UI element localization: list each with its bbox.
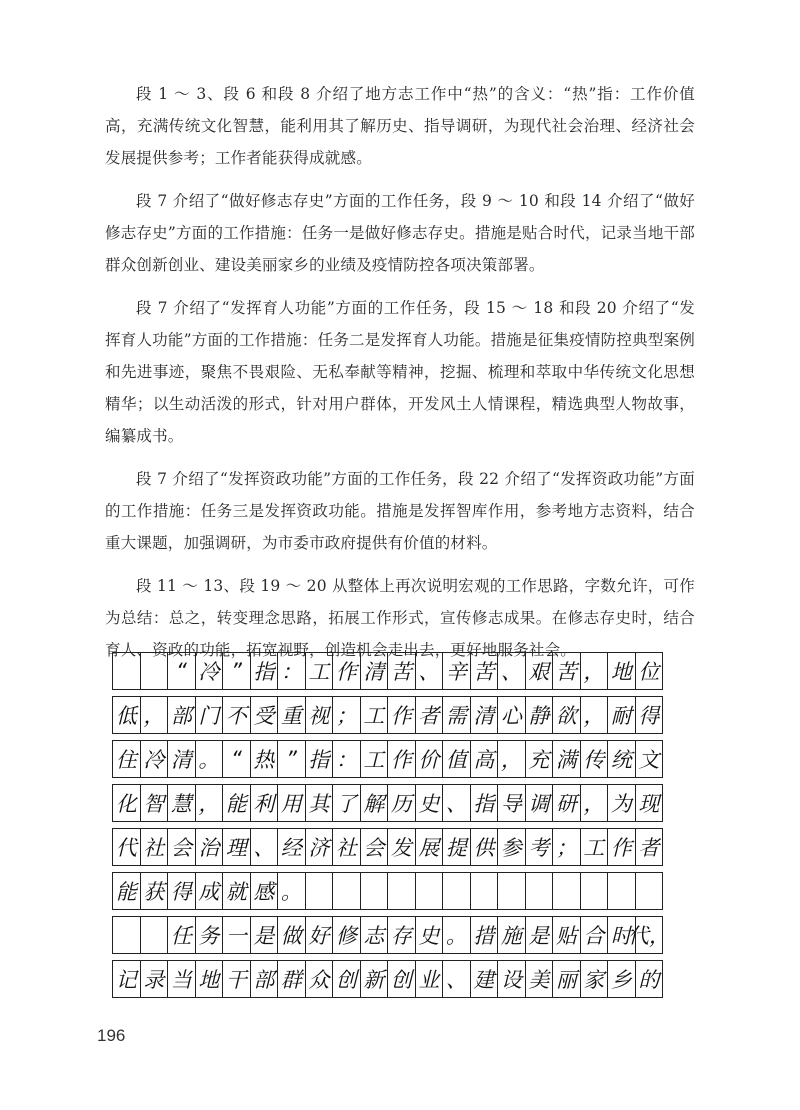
grid-cell — [305, 872, 334, 910]
grid-cell: ， — [497, 740, 526, 778]
grid-cell: 一 — [222, 916, 251, 954]
grid-cell: 工 — [360, 696, 389, 734]
grid-cell: 艰 — [525, 652, 554, 690]
grid-cell: 化 — [112, 784, 141, 822]
grid-cell: 住 — [112, 740, 141, 778]
grid-cell: 理 — [222, 828, 251, 866]
grid-cell: 、 — [442, 784, 471, 822]
grid-cell: 施 — [497, 916, 526, 954]
grid-cell: 史 — [415, 916, 444, 954]
grid-cell: ， — [580, 784, 609, 822]
grid-cell: 做 — [277, 916, 306, 954]
grid-cell: 会 — [167, 828, 196, 866]
grid-cell — [140, 916, 169, 954]
grid-cell: 创 — [332, 960, 361, 998]
grid-cell: 苦 — [552, 652, 581, 690]
grid-cell: ” — [222, 652, 251, 690]
grid-cell: 任 — [167, 916, 196, 954]
grid-cell — [387, 872, 416, 910]
grid-cell: “ — [222, 740, 251, 778]
grid-cell: 苦 — [387, 652, 416, 690]
grid-cell: ； — [552, 828, 581, 866]
grid-cell: 苦 — [470, 652, 499, 690]
grid-cell — [442, 872, 471, 910]
grid-cell: 就 — [222, 872, 251, 910]
grid-cell: 高 — [470, 740, 499, 778]
grid-cell: ” — [277, 740, 306, 778]
grid-cell: 社 — [332, 828, 361, 866]
grid-cell: 措 — [470, 916, 499, 954]
grid-cell: 得 — [635, 696, 664, 734]
grid-cell: 地 — [195, 960, 224, 998]
grid-cell: 展 — [415, 828, 444, 866]
grid-cell: 需 — [442, 696, 471, 734]
grid-row — [112, 696, 663, 734]
grid-cell: ： — [332, 740, 361, 778]
grid-cell: 能 — [112, 872, 141, 910]
grid-cell: 合 — [580, 916, 609, 954]
grid-cell: 统 — [607, 740, 636, 778]
grid-cell: 创 — [387, 960, 416, 998]
grid-cell: 利 — [250, 784, 279, 822]
explanation-text — [105, 78, 695, 677]
grid-cell: 作 — [387, 696, 416, 734]
grid-cell: 参 — [497, 828, 526, 866]
grid-cell: 发 — [387, 828, 416, 866]
grid-cell: 部 — [250, 960, 279, 998]
grid-cell: 。 — [195, 740, 224, 778]
grid-cell — [415, 872, 444, 910]
grid-cell: 用 — [277, 784, 306, 822]
grid-cell: 不 — [222, 696, 251, 734]
grid-cell: 是 — [250, 916, 279, 954]
grid-cell: 会 — [360, 828, 389, 866]
grid-row — [112, 828, 663, 866]
grid-cell: 清 — [167, 740, 196, 778]
grid-cell: 供 — [470, 828, 499, 866]
grid-cell: 清 — [470, 696, 499, 734]
grid-cell: 现 — [635, 784, 664, 822]
grid-cell: 是 — [525, 916, 554, 954]
grid-cell: 成 — [195, 872, 224, 910]
grid-cell: 、 — [415, 652, 444, 690]
paragraph-3: 段 7 介绍了“发挥育人功能”方面的工作任务，段 15 ～ 18 和段 20 介绍了“发挥育人功能”方面的工作措施：任务二是发挥育人功能。措施是征集疫情防控典型案例和先进事迹，聚焦不畏艰险、无私奉献等精神，挖掘、梳理和萃取中华传统文化思想精华；以生动活泼的形式，针对用户群体，开发风土人情课程，精选典型人物故事，编纂成书。 — [105, 299, 695, 445]
grid-cell: 乡 — [607, 960, 636, 998]
grid-cell: 解 — [360, 784, 389, 822]
grid-cell: 的 — [635, 960, 664, 998]
grid-row — [112, 872, 663, 910]
grid-row — [112, 960, 663, 998]
grid-cell: 业 — [415, 960, 444, 998]
grid-cell — [470, 872, 499, 910]
grid-cell: 考 — [525, 828, 554, 866]
grid-cell: 作 — [607, 828, 636, 866]
grid-cell: 传 — [580, 740, 609, 778]
grid-cell: 。 — [442, 916, 471, 954]
grid-cell: 治 — [195, 828, 224, 866]
grid-cell: 贴 — [552, 916, 581, 954]
grid-cell: 提 — [442, 828, 471, 866]
grid-cell — [552, 872, 581, 910]
grid-cell: 导 — [497, 784, 526, 822]
grid-cell: 辛 — [442, 652, 471, 690]
grid-cell: 地 — [607, 652, 636, 690]
grid-cell: 受 — [250, 696, 279, 734]
grid-cell: 经 — [277, 828, 306, 866]
grid-cell: 位 — [635, 652, 664, 690]
grid-cell: 好 — [305, 916, 334, 954]
page-number: 196 — [97, 1026, 126, 1045]
grid-cell — [635, 872, 664, 910]
grid-cell: 慧 — [167, 784, 196, 822]
grid-cell: 欲 — [552, 696, 581, 734]
grid-cell: ， — [140, 696, 169, 734]
paragraph-1: 段 1 ～ 3、段 6 和段 8 介绍了地方志工作中“热”的含义：“热”指：工作价值高，充满传统文化智慧，能利用其了解历史、指导调研，为现代社会治理、经济社会发展提供参考；工作者能获得成就感。 — [105, 85, 695, 167]
grid-cell: 工 — [360, 740, 389, 778]
grid-cell: 感 — [250, 872, 279, 910]
grid-cell: 智 — [140, 784, 169, 822]
grid-cell: 志 — [360, 916, 389, 954]
grid-cell: 群 — [277, 960, 306, 998]
grid-cell: 修 — [332, 916, 361, 954]
grid-cell: 工 — [305, 652, 334, 690]
grid-cell: 建 — [470, 960, 499, 998]
grid-cell — [607, 872, 636, 910]
grid-cell: 作 — [332, 652, 361, 690]
grid-cell: 调 — [525, 784, 554, 822]
grid-row — [112, 784, 663, 822]
grid-cell — [525, 872, 554, 910]
grid-cell: 存 — [387, 916, 416, 954]
grid-cell: 价 — [415, 740, 444, 778]
grid-cell: 重 — [277, 696, 306, 734]
grid-cell: 研 — [552, 784, 581, 822]
grid-row — [112, 652, 663, 690]
grid-cell: 文 — [635, 740, 664, 778]
grid-cell — [360, 872, 389, 910]
grid-cell: 美 — [525, 960, 554, 998]
grid-cell: 为 — [607, 784, 636, 822]
grid-cell: 值 — [442, 740, 471, 778]
grid-cell: 记 — [112, 960, 141, 998]
grid-cell: 指 — [250, 652, 279, 690]
grid-cell: 冷 — [195, 652, 224, 690]
grid-cell: 充 — [525, 740, 554, 778]
grid-cell: 了 — [332, 784, 361, 822]
grid-cell: 工 — [580, 828, 609, 866]
grid-cell: 视 — [305, 696, 334, 734]
grid-cell: 得 — [167, 872, 196, 910]
grid-cell: 、 — [497, 652, 526, 690]
grid-cell: 心 — [497, 696, 526, 734]
grid-row — [112, 740, 663, 778]
grid-cell: 作 — [387, 740, 416, 778]
grid-cell — [140, 652, 169, 690]
grid-cell: 代， — [635, 916, 664, 954]
grid-cell: 时 — [607, 916, 636, 954]
grid-cell: 其 — [305, 784, 334, 822]
grid-cell — [580, 872, 609, 910]
grid-cell: 历 — [387, 784, 416, 822]
grid-cell: ， — [580, 696, 609, 734]
grid-cell: 热 — [250, 740, 279, 778]
grid-cell: 低 — [112, 696, 141, 734]
grid-cell: 代 — [112, 828, 141, 866]
grid-cell: 社 — [140, 828, 169, 866]
grid-cell: 指 — [305, 740, 334, 778]
grid-cell: 者 — [635, 828, 664, 866]
grid-cell: 设 — [497, 960, 526, 998]
grid-cell: 指 — [470, 784, 499, 822]
grid-cell: 新 — [360, 960, 389, 998]
grid-cell: 济 — [305, 828, 334, 866]
grid-cell: 冷 — [140, 740, 169, 778]
grid-cell: 当 — [167, 960, 196, 998]
grid-cell: 部 — [167, 696, 196, 734]
grid-cell: 、 — [250, 828, 279, 866]
handwritten-answer-grid — [112, 652, 670, 1004]
grid-cell: 满 — [552, 740, 581, 778]
grid-cell: ； — [332, 696, 361, 734]
grid-cell: 干 — [222, 960, 251, 998]
grid-cell: 获 — [140, 872, 169, 910]
grid-cell: 者 — [415, 696, 444, 734]
grid-row — [112, 916, 670, 954]
grid-cell: 门 — [195, 696, 224, 734]
grid-cell: ， — [580, 652, 609, 690]
grid-cell: 清 — [360, 652, 389, 690]
grid-cell — [112, 916, 141, 954]
grid-cell: 耐 — [607, 696, 636, 734]
grid-cell: 家 — [580, 960, 609, 998]
grid-cell — [497, 872, 526, 910]
grid-cell: 静 — [525, 696, 554, 734]
grid-cell: 能 — [222, 784, 251, 822]
grid-cell: 丽 — [552, 960, 581, 998]
grid-cell: 录 — [140, 960, 169, 998]
paragraph-5: 段 11 ～ 13、段 19 ～ 20 从整体上再次说明宏观的工作思路，字数允许，可作为总结：总之，转变理念思路，拓展工作形式，宣传修志成果。在修志存史时，结合育人、资政的功能，拓宽视野，创造机会走出去，更好地服务社会。 — [105, 577, 695, 659]
grid-cell: ， — [195, 784, 224, 822]
grid-cell: ： — [277, 652, 306, 690]
grid-cell: 。 — [277, 872, 306, 910]
grid-cell: 、 — [442, 960, 471, 998]
grid-cell — [332, 872, 361, 910]
grid-cell: “ — [167, 652, 196, 690]
grid-cell: 务 — [195, 916, 224, 954]
paragraph-2: 段 7 介绍了“做好修志存史”方面的工作任务，段 9 ～ 10 和段 14 介绍了“做好修志存史”方面的工作措施：任务一是做好修志存史。措施是贴合时代，记录当地干部群众创新创业、建设美丽家乡的业绩及疫情防控各项决策部署。 — [105, 192, 695, 274]
grid-cell: 史 — [415, 784, 444, 822]
paragraph-4: 段 7 介绍了“发挥资政功能”方面的工作任务，段 22 介绍了“发挥资政功能”方面的工作措施：任务三是发挥资政功能。措施是发挥智库作用，参考地方志资料，结合重大课题，加强调研，为市委市政府提供有价值的材料。 — [105, 470, 695, 552]
grid-cell — [112, 652, 141, 690]
grid-cell: 众 — [305, 960, 334, 998]
